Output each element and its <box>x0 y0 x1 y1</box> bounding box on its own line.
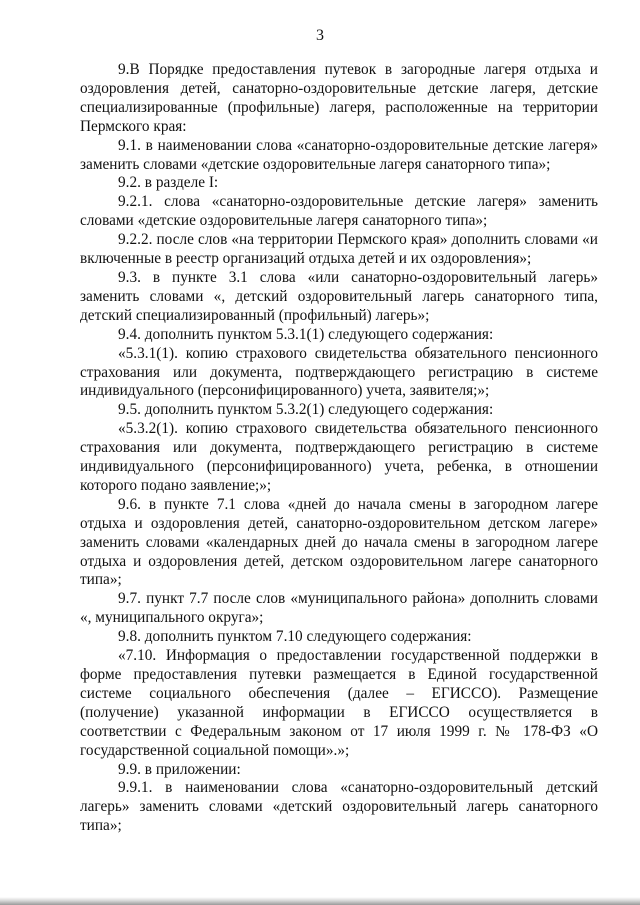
paragraph-9-5: 9.5. дополнить пунктом 5.3.2(1) следующего содержания: <box>118 401 494 419</box>
paragraph-9-2-1: 9.2.1. слова «санаторно-оздоровительные детские лагеря» заменить словами «детские оздоровительные лагеря санаторного типа»; <box>80 193 598 230</box>
paragraph-9-3: 9.3. в пункте 3.1 слова «или санаторно-оздоровительный лагерь» заменить словами «, детский оздоровительный лагерь санаторного типа, детский специализированный (профильный) лагерь»; <box>80 268 598 324</box>
paragraph-9-7: 9.7. пункт 7.7 после слов «муниципального района» дополнить словами «, муниципального округа»; <box>80 590 598 627</box>
paragraph-9-9-1: 9.9.1. в наименовании слова «санаторно-оздоровительный детский лагерь» заменить словами «детский оздоровительный лагерь санаторного типа»; <box>80 779 598 835</box>
paragraph-9-2-2: 9.2.2. после слов «на территории Пермского края» дополнить словами «и включенные в реестр организаций отдыха детей и их оздоровления»; <box>80 231 598 268</box>
scan-bottom-edge <box>0 897 640 905</box>
paragraph-9-8: 9.8. дополнить пунктом 7.10 следующего содержания: <box>118 628 472 646</box>
paragraph-9-4: 9.4. дополнить пунктом 5.3.1(1) следующего содержания: <box>118 325 494 343</box>
page-number: 3 <box>316 27 324 44</box>
document-body <box>80 61 598 836</box>
paragraph-9-6: 9.6. в пункте 7.1 слова «дней до начала смены в загородном лагере отдыха и оздоровления детей, санаторно-оздоровительном детском лагере» заменить словами «календарных дней до начала смены в загородном лагере отдыха и оздоровления детей, детском оздоровительном лагере санаторного типа»; <box>80 495 598 589</box>
paragraph-9-2: 9.2. в разделе I: <box>118 174 219 192</box>
quote-5-3-2-1: «5.3.2(1). копию страхового свидетельства обязательного пенсионного страхования или документа, подтверждающего регистрацию в системе индивидуального (персонифицированного) учета, ребенка, в отношении которого подано заявление;»; <box>80 420 598 494</box>
paragraph-9: 9.В Порядке предоставления путевок в загородные лагеря отдыха и оздоровления детей, санаторно-оздоровительные детские лагеря, детские специализированные (профильные) лагеря, расположенные на территории Пермского края: <box>80 61 598 135</box>
paragraph-9-9: 9.9. в приложении: <box>118 760 241 778</box>
quote-5-3-1-1: «5.3.1(1). копию страхового свидетельства обязательного пенсионного страхования или документа, подтверждающего регистрацию в системе индивидуального (персонифицированного) учета, заявителя;»; <box>80 344 598 400</box>
paragraph-9-1: 9.1. в наименовании слова «санаторно-оздоровительные детские лагеря» заменить словами «детские оздоровительные лагеря санаторного типа»; <box>80 136 598 173</box>
quote-7-10: «7.10. Информация о предоставлении государственной поддержки в форме предоставления путевки размещается в Единой государственной системе социального обеспечения (далее – ЕГИССО). Размещение (получение) указанной информации в ЕГИССО осуществляется в соответствии с Федеральным законом от 17 июля 1999 г. № 178-ФЗ «О государственной социальной помощи».»; <box>80 647 598 759</box>
